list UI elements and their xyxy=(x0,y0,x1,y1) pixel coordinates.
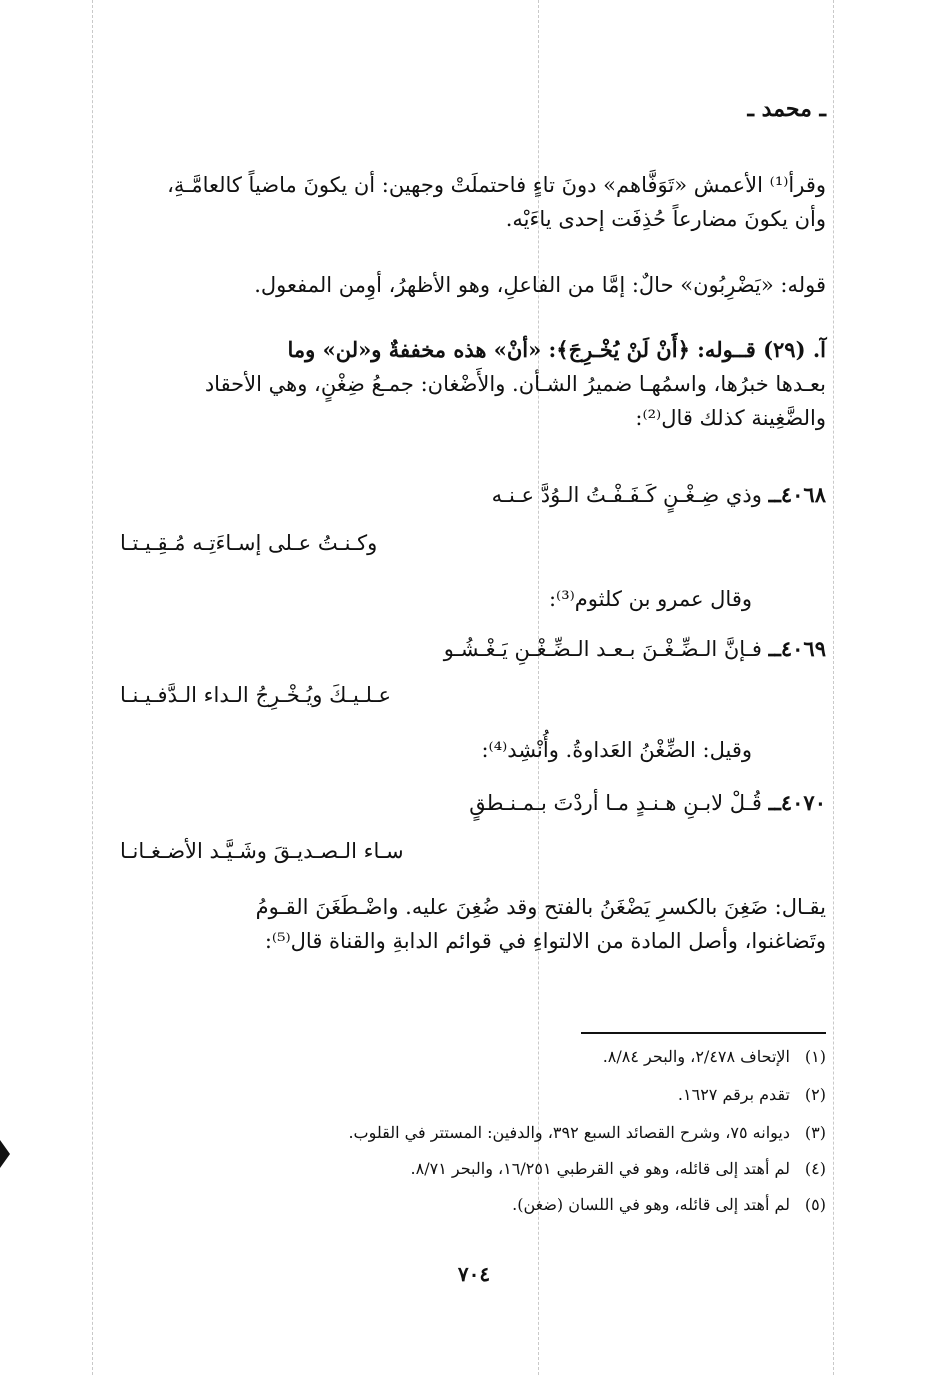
commentary-paragraph: قوله: «يَضْرِبُون» حالٌ: إمَّا من الفاعلِ، وهو الأظهرُ، أوِمن المفعول. xyxy=(254,273,826,297)
poem-4069-second-hemistich: عـلـيـكَ ويُـخْـرِجُ الـداء الـدَّفـيـنـا xyxy=(120,683,392,707)
footnote-text: تقدم برقم ١٦٢٧. xyxy=(677,1085,790,1104)
footnote xyxy=(603,1046,826,1068)
binding-mark xyxy=(0,1140,10,1168)
footnote-text: لم أهتد إلى قائله، وهو في اللسان (ضغن). xyxy=(512,1195,790,1214)
footnote-number: (١) xyxy=(804,1047,826,1066)
footnote xyxy=(512,1194,826,1216)
footnote-text: لم أهتد إلى قائله، وهو في القرطبي ١٦/٢٥١، والبحر ٨/٧١. xyxy=(410,1159,790,1178)
footnote-separator xyxy=(581,1032,826,1034)
footnote-number: (٥) xyxy=(804,1195,826,1214)
hemistich: قُـلْ لابـنِ هـنـدٍ مـا أردْتَ بـمـنـطقٍ xyxy=(469,791,762,815)
verse-29-line-2: بعـدها خبرُها، واسمُهـا ضميرُ الشـأن. والأَضْغان: جمـعُ ضِغْنٍ، وهي الأحقاد xyxy=(204,372,826,396)
poem-4068-second-hemistich: وكـنـتُ عـلى إسـاءَتِـه مُـقِـيـتـا xyxy=(120,531,378,555)
guide-line xyxy=(92,0,93,1375)
poem-intro: وقيل: الضِّغْنُ العَداوةُ. وأُنْشِد⁽⁴⁾: xyxy=(481,738,752,762)
footnote-text: ديوانه ٧٥، وشرح القصائد السبع ٣٩٢، والدفين: المستتر في القلوب. xyxy=(348,1123,790,1142)
page-number: ٧٠٤ xyxy=(457,1262,491,1286)
hemistich: وذي ضِـغْـنٍ كَـفَـفْـتُ الـوُدَّ عـنـه xyxy=(491,483,762,507)
hemistich: فـإنَّ الـضِّـغْـنَ بـعـد الـضِّـغْـنِ يَـغْـشُـو xyxy=(443,637,762,661)
footnote xyxy=(348,1122,826,1144)
footnote-text: الإتحاف ٢/٤٧٨، والبحر ٨/٨٤. xyxy=(602,1047,790,1066)
intro-paragraph xyxy=(120,168,826,236)
verse-29-line-3: والضَّغِينة كذلك قال⁽²⁾: xyxy=(635,406,826,430)
running-header: ـ محمد ـ xyxy=(747,96,826,122)
poem-4070-first-hemistich xyxy=(469,786,826,820)
guide-line xyxy=(833,0,834,1375)
poem-number: ٤٠٦٩ــ xyxy=(768,636,826,661)
poem-intro: وقال عمرو بن كلثوم⁽³⁾: xyxy=(548,587,752,611)
intro-line-2: وأن يكونَ مضارعاً حُذِفَت إحدى ياءَيْه. xyxy=(505,207,826,231)
footnote-number: (٣) xyxy=(804,1123,826,1142)
lexical-line-2: وتَضاغنوا، وأصل المادة من الالتواءِ في قوائم الدابةِ والقناة قال⁽⁵⁾: xyxy=(264,929,826,953)
footnote xyxy=(411,1158,826,1180)
lexical-line-1: يقـال: ضَغِنَ بالكسرِ يَضْغَنُ بالفتح وقد ضُغِنَ عليه. واضْـطَغَنَ القـومُ xyxy=(255,895,826,919)
footnote xyxy=(678,1084,826,1106)
poem-4070-second-hemistich: سـاء الـصـديـقَ وشَـيَّـد الأضـغـانـا xyxy=(120,839,404,863)
verse-29-paragraph xyxy=(120,333,826,435)
footnote-number: (٢) xyxy=(804,1085,826,1104)
intro-line-1: وقرأ⁽¹⁾ الأعمش «تَوَفَّاهم» دونَ تاءٍ فاحتملَتْ وجهين: أن يكونَ ماضياً كالعامَّـةِ، xyxy=(167,173,826,197)
poem-number: ٤٠٦٨ــ xyxy=(768,482,826,507)
verse-29-label: آ. (٢٩) قــوله: ﴿أَنْ لَنْ يُخْـرِجَ﴾: «أنْ» هذه مخففةٌ و«لن» وما xyxy=(287,337,826,362)
poem-number: ٤٠٧٠ــ xyxy=(768,790,826,815)
lexical-paragraph xyxy=(120,890,826,958)
footnote-number: (٤) xyxy=(804,1159,826,1178)
poem-4068-first-hemistich xyxy=(492,478,826,512)
poem-4069-first-hemistich xyxy=(444,632,826,666)
